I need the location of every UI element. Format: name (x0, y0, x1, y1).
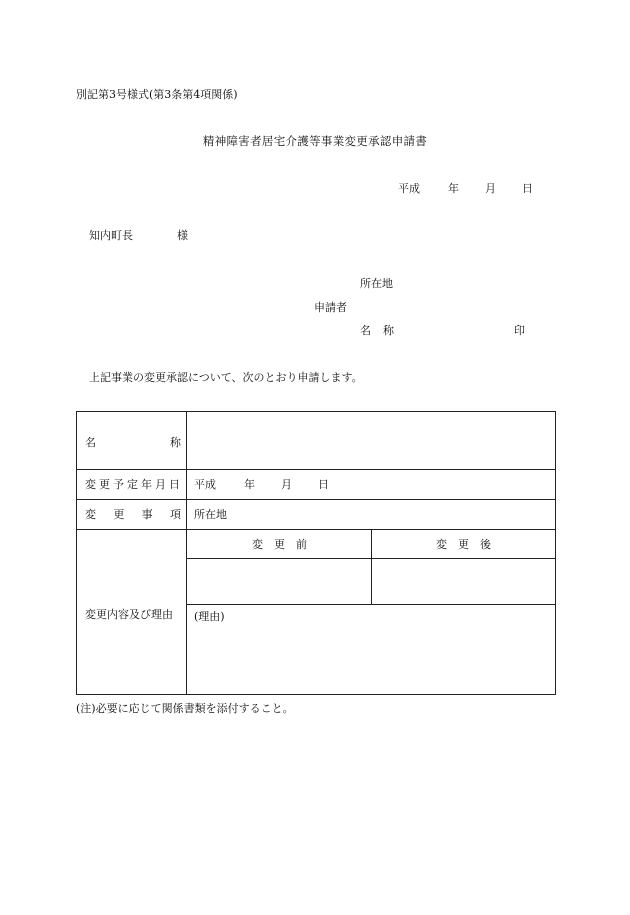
addressee (89, 230, 188, 241)
date-month-unit: 月 (485, 182, 496, 195)
name-row-label (85, 437, 181, 448)
address-label: 所在地 (360, 277, 393, 290)
seal-mark: 印 (514, 324, 525, 337)
date-year-unit: 年 (448, 182, 459, 195)
before-change-cell[interactable] (187, 559, 371, 603)
change-item-value: 所在地 (194, 508, 227, 521)
form-code: 別記第3号様式(第3条第4項関係) (76, 88, 238, 101)
before-change-header: 変 更 前 (252, 538, 307, 551)
row-divider (187, 604, 555, 605)
applicant-label: 申請者 (314, 301, 347, 314)
change-date-value[interactable] (194, 479, 329, 490)
change-item-label (85, 509, 181, 520)
document-title: 精神障害者居宅介護等事業変更承認申請書 (202, 134, 428, 148)
name-row-label-char-1: 名 (85, 436, 96, 449)
footer-note: (注)必要に応じて関係書類を添付すること。 (76, 702, 294, 715)
application-date-line (398, 183, 533, 194)
addressee-honorific: 様 (177, 229, 188, 242)
change-date-label: 変更予定年月日 (85, 478, 183, 491)
change-date-month-unit: 月 (281, 478, 292, 491)
change-item-label-char: 事 (141, 508, 153, 521)
after-change-header: 変 更 後 (436, 538, 491, 551)
date-day-unit: 日 (522, 182, 533, 195)
change-item-label-char: 変 (85, 508, 96, 521)
addressee-name: 知内町長 (89, 229, 133, 242)
name-row-label-char-2: 称 (170, 436, 181, 449)
after-change-cell[interactable] (372, 559, 555, 603)
change-item-label-char: 項 (169, 508, 181, 521)
reason-label: (理由) (194, 610, 225, 623)
content-reason-label: 変更内容及び理由 (85, 608, 173, 621)
column-divider (186, 412, 187, 694)
change-date-era: 平成 (194, 478, 216, 491)
change-date-year-unit: 年 (244, 478, 255, 491)
row-divider (77, 529, 555, 530)
change-item-label-char: 更 (113, 508, 125, 521)
row-divider (77, 469, 555, 470)
name-label-char-1: 名 (360, 324, 371, 337)
row-divider (77, 499, 555, 500)
change-details-table (76, 411, 556, 695)
application-statement: 上記事業の変更承認について、次のとおり申請します。 (89, 371, 363, 384)
name-label-char-2: 称 (383, 324, 394, 337)
date-era: 平成 (398, 182, 420, 195)
change-date-day-unit: 日 (318, 478, 329, 491)
name-label (360, 325, 394, 336)
